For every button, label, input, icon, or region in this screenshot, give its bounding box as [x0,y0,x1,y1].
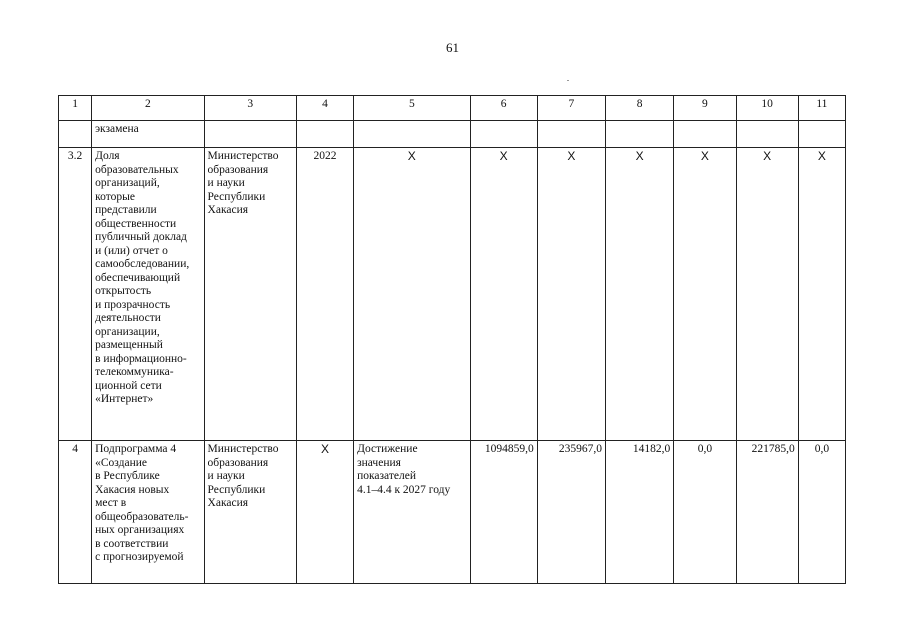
cell-col7: 235967,0 [537,441,605,584]
cell-col10: 221785,0 [736,441,798,584]
cell-col8 [606,121,674,148]
cell-col11: X [798,148,845,441]
cell-name: экзамена [92,121,204,148]
header-cell-11: 11 [798,96,845,121]
cell-col11 [798,121,845,148]
cell-col10 [736,121,798,148]
cell-col5 [354,121,470,148]
header-cell-2: 2 [92,96,204,121]
scan-speck [567,80,569,81]
cell-executor: Министерство образования и науки Республики Хакасия [204,148,296,441]
program-table [58,95,846,584]
header-cell-4: 4 [296,96,353,121]
cell-num: 3.2 [59,148,92,441]
cell-name: Подпрограмма 4 «Создание в Республике Хакасия новых мест в общеобразователь- ных организациях в соответствии с прогнозируемой [92,441,204,584]
table-row [59,148,846,441]
cell-num [59,121,92,148]
header-cell-3: 3 [204,96,296,121]
cell-col6 [470,121,537,148]
cell-col5: Достижение значения показателей 4.1–4.4 к 2027 году [354,441,470,584]
page-number: 61 [446,40,459,55]
cell-col7: X [537,148,605,441]
header-cell-5: 5 [354,96,470,121]
cell-col9: 0,0 [674,441,736,584]
cell-executor [204,121,296,148]
cell-col5: X [354,148,470,441]
header-cell-7: 7 [537,96,605,121]
cell-col8: 14182,0 [606,441,674,584]
cell-col6: X [470,148,537,441]
header-cell-1: 1 [59,96,92,121]
table-row [59,441,846,584]
cell-col6: 1094859,0 [470,441,537,584]
cell-col10: X [736,148,798,441]
cell-col7 [537,121,605,148]
cell-year: 2022 [296,148,353,441]
header-cell-9: 9 [674,96,736,121]
header-cell-8: 8 [606,96,674,121]
cell-year: X [296,441,353,584]
cell-col9 [674,121,736,148]
cell-col9: X [674,148,736,441]
table-header-row [59,96,846,121]
cell-num: 4 [59,441,92,584]
cell-name: Доля образовательных организаций, которые представили общественности публичный доклад и (или) отчет о самообследовании, обеспечивающий открытость и прозрачность деятельности организации, размещенный в информационно- телекоммуника- ционной сети «Интернет» [92,148,204,441]
table-row [59,121,846,148]
cell-year [296,121,353,148]
cell-executor: Министерство образования и науки Республики Хакасия [204,441,296,584]
header-cell-10: 10 [736,96,798,121]
header-cell-6: 6 [470,96,537,121]
cell-col8: X [606,148,674,441]
cell-col11: 0,0 [798,441,845,584]
